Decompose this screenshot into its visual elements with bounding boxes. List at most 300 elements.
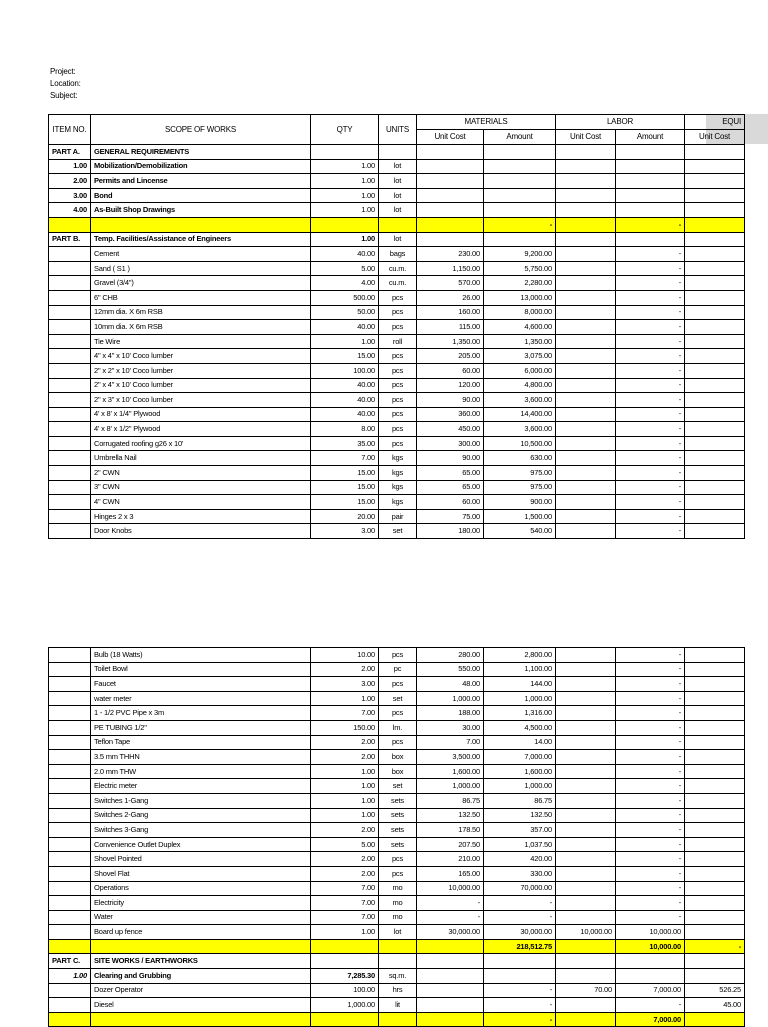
part-heading-row (49, 145, 745, 160)
table-row (49, 750, 745, 765)
cell-materials-unit-cost: 86.75 (417, 793, 484, 808)
cell-qty: 10.00 (311, 648, 379, 663)
table-row (49, 159, 745, 174)
cell-materials-unit-cost (417, 969, 484, 984)
cell-materials-unit-cost: 1,000.00 (417, 779, 484, 794)
cell-materials-unit-cost: 1,350.00 (417, 334, 484, 349)
table-row (49, 648, 745, 663)
table-row (49, 735, 745, 750)
cell-item-no (49, 334, 91, 349)
cell-equipment-unit-cost (685, 334, 745, 349)
cell-equipment-unit-cost (685, 480, 745, 495)
cell-labor-amount: - (616, 480, 685, 495)
cell-scope: Bulb (18 Watts) (91, 648, 311, 663)
cell-labor-unit-cost (556, 720, 616, 735)
cell-labor-amount: - (616, 910, 685, 925)
cell-equipment-unit-cost (685, 648, 745, 663)
cell-unit: mo (379, 910, 417, 925)
cell-unit: lot (379, 174, 417, 189)
cell-labor-amount: - (616, 378, 685, 393)
cell-labor-unit-cost (556, 779, 616, 794)
table-row (49, 261, 745, 276)
cell-labor-amount: - (616, 305, 685, 320)
cell-equipment-unit-cost (685, 779, 745, 794)
estimate-table-top (48, 114, 745, 539)
cell-unit: lot (379, 188, 417, 203)
cell-labor-unit-cost: 70.00 (556, 983, 616, 998)
cell-unit: bags (379, 247, 417, 262)
cell-scope: 4" CWN (91, 495, 311, 510)
cell-materials-amount: 9,200.00 (484, 247, 556, 262)
cell-labor-unit-cost (556, 451, 616, 466)
cell-item-no (49, 720, 91, 735)
cell-materials-unit-cost: - (417, 910, 484, 925)
cell-labor-amount (616, 954, 685, 969)
cell-unit: sets (379, 808, 417, 823)
cell-materials-amount: 1,350.00 (484, 334, 556, 349)
cell-item-no: PART A. (49, 145, 91, 160)
cell-scope: PE TUBING 1/2" (91, 720, 311, 735)
cell-scope: Convenience Outlet Duplex (91, 837, 311, 852)
cell-materials-unit-cost: 7.00 (417, 735, 484, 750)
cell-equipment-unit-cost (685, 466, 745, 481)
cell-labor-amount: - (616, 648, 685, 663)
cell-materials-unit-cost: 60.00 (417, 363, 484, 378)
table-row (49, 866, 745, 881)
cell-item-no (49, 276, 91, 291)
cell-item-no: 1.00 (49, 159, 91, 174)
cell-labor-amount: 7,000.00 (616, 983, 685, 998)
table-row (49, 305, 745, 320)
cell-scope: Switches 1-Gang (91, 793, 311, 808)
cell-unit (379, 217, 417, 232)
cell-materials-unit-cost: 48.00 (417, 677, 484, 692)
cell-labor-unit-cost (556, 793, 616, 808)
table-row (49, 320, 745, 335)
cell-materials-amount: 2,800.00 (484, 648, 556, 663)
cell-item-no (49, 509, 91, 524)
part-heading-row (49, 232, 745, 247)
cell-materials-unit-cost (417, 145, 484, 160)
cell-equipment-unit-cost (685, 217, 745, 232)
col-group-materials: MATERIALS (417, 115, 556, 130)
cell-qty: 7.00 (311, 881, 379, 896)
cell-scope: Faucet (91, 677, 311, 692)
cell-unit: pcs (379, 866, 417, 881)
cell-labor-amount (616, 159, 685, 174)
cell-qty: 5.00 (311, 837, 379, 852)
cell-unit (379, 1012, 417, 1027)
cell-scope: Diesel (91, 998, 311, 1013)
cell-materials-amount (484, 232, 556, 247)
cell-materials-amount: 4,500.00 (484, 720, 556, 735)
cell-materials-amount: 86.75 (484, 793, 556, 808)
cell-materials-unit-cost: 210.00 (417, 852, 484, 867)
cell-materials-amount: 630.00 (484, 451, 556, 466)
cell-item-no (49, 363, 91, 378)
table-row (49, 677, 745, 692)
cell-materials-amount: 5,750.00 (484, 261, 556, 276)
cell-unit: set (379, 524, 417, 539)
cell-labor-unit-cost (556, 691, 616, 706)
table-row (49, 393, 745, 408)
table-row (49, 837, 745, 852)
col-group-equipment: EQUI (685, 115, 745, 130)
cell-labor-unit-cost (556, 735, 616, 750)
cell-item-no (49, 983, 91, 998)
cell-labor-unit-cost (556, 305, 616, 320)
cell-labor-unit-cost (556, 145, 616, 160)
cell-labor-amount (616, 232, 685, 247)
cell-item-no: PART B. (49, 232, 91, 247)
cell-labor-unit-cost (556, 662, 616, 677)
cell-labor-amount: - (616, 852, 685, 867)
cell-scope: 6" CHB (91, 290, 311, 305)
cell-materials-amount: - (484, 217, 556, 232)
cell-unit: kgs (379, 451, 417, 466)
cell-materials-unit-cost: 205.00 (417, 349, 484, 364)
cell-materials-amount: 1,100.00 (484, 662, 556, 677)
cell-scope: 2.0 mm THW (91, 764, 311, 779)
cell-qty: 2.00 (311, 866, 379, 881)
col-materials-amount: Amount (484, 130, 556, 145)
cell-labor-unit-cost (556, 881, 616, 896)
cell-scope: Switches 2-Gang (91, 808, 311, 823)
cell-item-no: 2.00 (49, 174, 91, 189)
cell-item-no (49, 706, 91, 721)
cell-unit: lot (379, 925, 417, 940)
cell-qty: 7.00 (311, 896, 379, 911)
cell-scope: Temp. Facilities/Assistance of Engineers (91, 232, 311, 247)
cell-item-no (49, 750, 91, 765)
table-row (49, 509, 745, 524)
cell-scope: Hinges 2 x 3 (91, 509, 311, 524)
cell-materials-amount: 13,000.00 (484, 290, 556, 305)
cell-equipment-unit-cost (685, 451, 745, 466)
cell-labor-amount (616, 203, 685, 218)
cell-equipment-unit-cost: - (685, 939, 745, 954)
cell-equipment-unit-cost (685, 793, 745, 808)
cell-materials-amount: 218,512.75 (484, 939, 556, 954)
cell-labor-unit-cost (556, 969, 616, 984)
cell-scope: Corrugated roofing g26 x 10' (91, 436, 311, 451)
cell-qty: 50.00 (311, 305, 379, 320)
cell-scope: 2" x 2" x 10' Coco lumber (91, 363, 311, 378)
cell-scope: Electric meter (91, 779, 311, 794)
cell-labor-unit-cost (556, 677, 616, 692)
cell-equipment-unit-cost (685, 954, 745, 969)
cell-qty: 1.00 (311, 232, 379, 247)
subtotal-row (49, 1012, 745, 1027)
cell-item-no (49, 1012, 91, 1027)
cell-scope: Operations (91, 881, 311, 896)
cell-item-no (49, 451, 91, 466)
cell-labor-unit-cost (556, 706, 616, 721)
table-row (49, 983, 745, 998)
cell-unit: sets (379, 793, 417, 808)
cell-materials-amount: 975.00 (484, 480, 556, 495)
cell-equipment-unit-cost (685, 509, 745, 524)
cell-qty: 1.00 (311, 174, 379, 189)
table-row (49, 174, 745, 189)
cell-item-no (49, 407, 91, 422)
cell-materials-unit-cost: 90.00 (417, 393, 484, 408)
cell-unit: pcs (379, 407, 417, 422)
cell-item-no (49, 290, 91, 305)
table-row (49, 881, 745, 896)
cell-qty: 3.00 (311, 677, 379, 692)
cell-labor-amount: - (616, 750, 685, 765)
cell-qty: 35.00 (311, 436, 379, 451)
cell-scope: Shovel Pointed (91, 852, 311, 867)
table-row (49, 203, 745, 218)
cell-qty: 2.00 (311, 750, 379, 765)
cell-item-no (49, 349, 91, 364)
cell-equipment-unit-cost (685, 174, 745, 189)
cell-labor-amount: - (616, 779, 685, 794)
cell-materials-amount: 1,500.00 (484, 509, 556, 524)
cell-item-no (49, 808, 91, 823)
cell-labor-amount: - (616, 320, 685, 335)
cell-labor-amount: - (616, 509, 685, 524)
cell-item-no: 4.00 (49, 203, 91, 218)
cell-equipment-unit-cost (685, 188, 745, 203)
cell-materials-amount: - (484, 998, 556, 1013)
cell-equipment-unit-cost (685, 881, 745, 896)
cell-unit: pcs (379, 378, 417, 393)
table-row (49, 706, 745, 721)
cell-item-no (49, 691, 91, 706)
cell-equipment-unit-cost (685, 290, 745, 305)
cell-item-no (49, 735, 91, 750)
cell-unit: cu.m. (379, 261, 417, 276)
cell-labor-unit-cost (556, 378, 616, 393)
cell-scope: 4" x 4" x 10' Coco lumber (91, 349, 311, 364)
cell-labor-unit-cost (556, 852, 616, 867)
cell-materials-amount (484, 159, 556, 174)
table-row (49, 495, 745, 510)
cell-qty: 150.00 (311, 720, 379, 735)
cell-labor-amount: - (616, 823, 685, 838)
cell-equipment-unit-cost (685, 866, 745, 881)
cell-labor-unit-cost (556, 334, 616, 349)
cell-scope: 1 - 1/2 PVC Pipe x 3m (91, 706, 311, 721)
cell-materials-unit-cost: 550.00 (417, 662, 484, 677)
cell-qty: 1.00 (311, 925, 379, 940)
cell-qty: 1,000.00 (311, 998, 379, 1013)
cell-scope: Switches 3-Gang (91, 823, 311, 838)
cell-qty: 500.00 (311, 290, 379, 305)
cell-scope: 3.5 mm THHN (91, 750, 311, 765)
cell-unit: sets (379, 823, 417, 838)
cell-labor-amount: - (616, 495, 685, 510)
cell-equipment-unit-cost (685, 808, 745, 823)
cell-scope: Permits and Lincense (91, 174, 311, 189)
cell-unit: box (379, 764, 417, 779)
cell-labor-unit-cost (556, 276, 616, 291)
cell-qty: 1.00 (311, 159, 379, 174)
cell-labor-amount (616, 174, 685, 189)
col-equipment-unit-cost: Unit Cost (685, 130, 745, 145)
cell-unit: lot (379, 203, 417, 218)
cell-item-no (49, 648, 91, 663)
cell-materials-unit-cost: 188.00 (417, 706, 484, 721)
subject-label: Subject: (50, 91, 78, 100)
table-row (49, 720, 745, 735)
cell-labor-unit-cost (556, 188, 616, 203)
cell-item-no (49, 466, 91, 481)
cell-materials-unit-cost: 207.50 (417, 837, 484, 852)
cell-item-no (49, 910, 91, 925)
cell-qty: 1.00 (311, 691, 379, 706)
cell-equipment-unit-cost (685, 393, 745, 408)
cell-equipment-unit-cost (685, 436, 745, 451)
cell-labor-unit-cost (556, 436, 616, 451)
cell-labor-amount (616, 145, 685, 160)
table-row (49, 524, 745, 539)
cell-equipment-unit-cost (685, 1012, 745, 1027)
cell-scope: water meter (91, 691, 311, 706)
cell-equipment-unit-cost (685, 896, 745, 911)
cell-labor-unit-cost (556, 1012, 616, 1027)
cell-materials-unit-cost: 3,500.00 (417, 750, 484, 765)
cell-unit: pcs (379, 648, 417, 663)
cell-equipment-unit-cost (685, 691, 745, 706)
cell-item-no (49, 422, 91, 437)
cell-labor-amount (616, 969, 685, 984)
cell-unit: pcs (379, 852, 417, 867)
cell-item-no (49, 393, 91, 408)
cell-unit: pcs (379, 436, 417, 451)
cell-labor-unit-cost (556, 407, 616, 422)
cell-scope: Teflon Tape (91, 735, 311, 750)
cell-scope (91, 1012, 311, 1027)
cell-unit: mo (379, 881, 417, 896)
table-row (49, 422, 745, 437)
cell-labor-unit-cost (556, 837, 616, 852)
table-row (49, 247, 745, 262)
cell-labor-amount: - (616, 662, 685, 677)
cell-materials-unit-cost: 65.00 (417, 480, 484, 495)
cell-qty: 15.00 (311, 466, 379, 481)
cell-materials-unit-cost: 65.00 (417, 466, 484, 481)
cell-qty: 15.00 (311, 495, 379, 510)
cell-equipment-unit-cost (685, 247, 745, 262)
cell-scope: Gravel (3/4") (91, 276, 311, 291)
cell-equipment-unit-cost (685, 910, 745, 925)
cell-labor-amount: - (616, 896, 685, 911)
cell-labor-unit-cost (556, 290, 616, 305)
col-materials-unit-cost: Unit Cost (417, 130, 484, 145)
cell-materials-amount: 2,280.00 (484, 276, 556, 291)
cell-unit: pcs (379, 363, 417, 378)
cell-materials-amount: 30,000.00 (484, 925, 556, 940)
cell-unit: lot (379, 159, 417, 174)
cell-item-no (49, 764, 91, 779)
cell-materials-unit-cost (417, 998, 484, 1013)
cell-labor-amount: - (616, 691, 685, 706)
table-row (49, 378, 745, 393)
cell-scope: Umbrella Nail (91, 451, 311, 466)
cell-scope: 4' x 8' x 1/2" Plywood (91, 422, 311, 437)
cell-qty: 1.00 (311, 188, 379, 203)
cell-materials-unit-cost: 570.00 (417, 276, 484, 291)
col-labor-amount: Amount (616, 130, 685, 145)
cell-materials-amount: 10,500.00 (484, 436, 556, 451)
cell-equipment-unit-cost (685, 735, 745, 750)
cell-materials-amount: 900.00 (484, 495, 556, 510)
cell-materials-unit-cost: 230.00 (417, 247, 484, 262)
cell-unit: kgs (379, 495, 417, 510)
cell-qty: 8.00 (311, 422, 379, 437)
cell-materials-unit-cost: 120.00 (417, 378, 484, 393)
cell-qty: 5.00 (311, 261, 379, 276)
cell-materials-amount: 1,316.00 (484, 706, 556, 721)
col-units: UNITS (379, 115, 417, 145)
cell-qty: 40.00 (311, 320, 379, 335)
cell-qty: 4.00 (311, 276, 379, 291)
cell-labor-unit-cost (556, 217, 616, 232)
cell-equipment-unit-cost (685, 422, 745, 437)
cell-labor-unit-cost (556, 896, 616, 911)
cell-unit: sets (379, 837, 417, 852)
cell-materials-unit-cost: 1,000.00 (417, 691, 484, 706)
cell-materials-amount (484, 969, 556, 984)
cell-equipment-unit-cost (685, 706, 745, 721)
cell-labor-unit-cost (556, 232, 616, 247)
cell-equipment-unit-cost (685, 524, 745, 539)
cell-qty: 7.00 (311, 910, 379, 925)
cell-item-no (49, 866, 91, 881)
cell-materials-unit-cost: 90.00 (417, 451, 484, 466)
cell-equipment-unit-cost (685, 750, 745, 765)
table-row (49, 969, 745, 984)
cell-materials-amount: 540.00 (484, 524, 556, 539)
cell-item-no (49, 881, 91, 896)
table-row (49, 349, 745, 364)
cell-equipment-unit-cost: 526.25 (685, 983, 745, 998)
cell-unit: pair (379, 509, 417, 524)
cell-labor-unit-cost (556, 393, 616, 408)
cell-labor-unit-cost (556, 808, 616, 823)
cell-item-no (49, 436, 91, 451)
cell-equipment-unit-cost (685, 764, 745, 779)
cell-labor-amount (616, 188, 685, 203)
cell-item-no (49, 378, 91, 393)
cell-labor-amount: - (616, 720, 685, 735)
cell-qty: 7.00 (311, 706, 379, 721)
cell-scope: Shovel Flat (91, 866, 311, 881)
cell-labor-amount: - (616, 247, 685, 262)
cell-scope: Dozer Operator (91, 983, 311, 998)
cell-scope: Sand ( S1 ) (91, 261, 311, 276)
table-row (49, 290, 745, 305)
cell-labor-unit-cost (556, 524, 616, 539)
cell-materials-amount: - (484, 1012, 556, 1027)
cell-qty: 2.00 (311, 823, 379, 838)
cell-materials-unit-cost: 10,000.00 (417, 881, 484, 896)
cell-item-no (49, 217, 91, 232)
cell-materials-unit-cost (417, 1012, 484, 1027)
cell-item-no (49, 677, 91, 692)
col-qty: QTY (311, 115, 379, 145)
cell-labor-unit-cost (556, 866, 616, 881)
table-row (49, 436, 745, 451)
cell-materials-amount: 975.00 (484, 466, 556, 481)
table-row (49, 363, 745, 378)
cell-labor-unit-cost (556, 320, 616, 335)
table-row (49, 691, 745, 706)
